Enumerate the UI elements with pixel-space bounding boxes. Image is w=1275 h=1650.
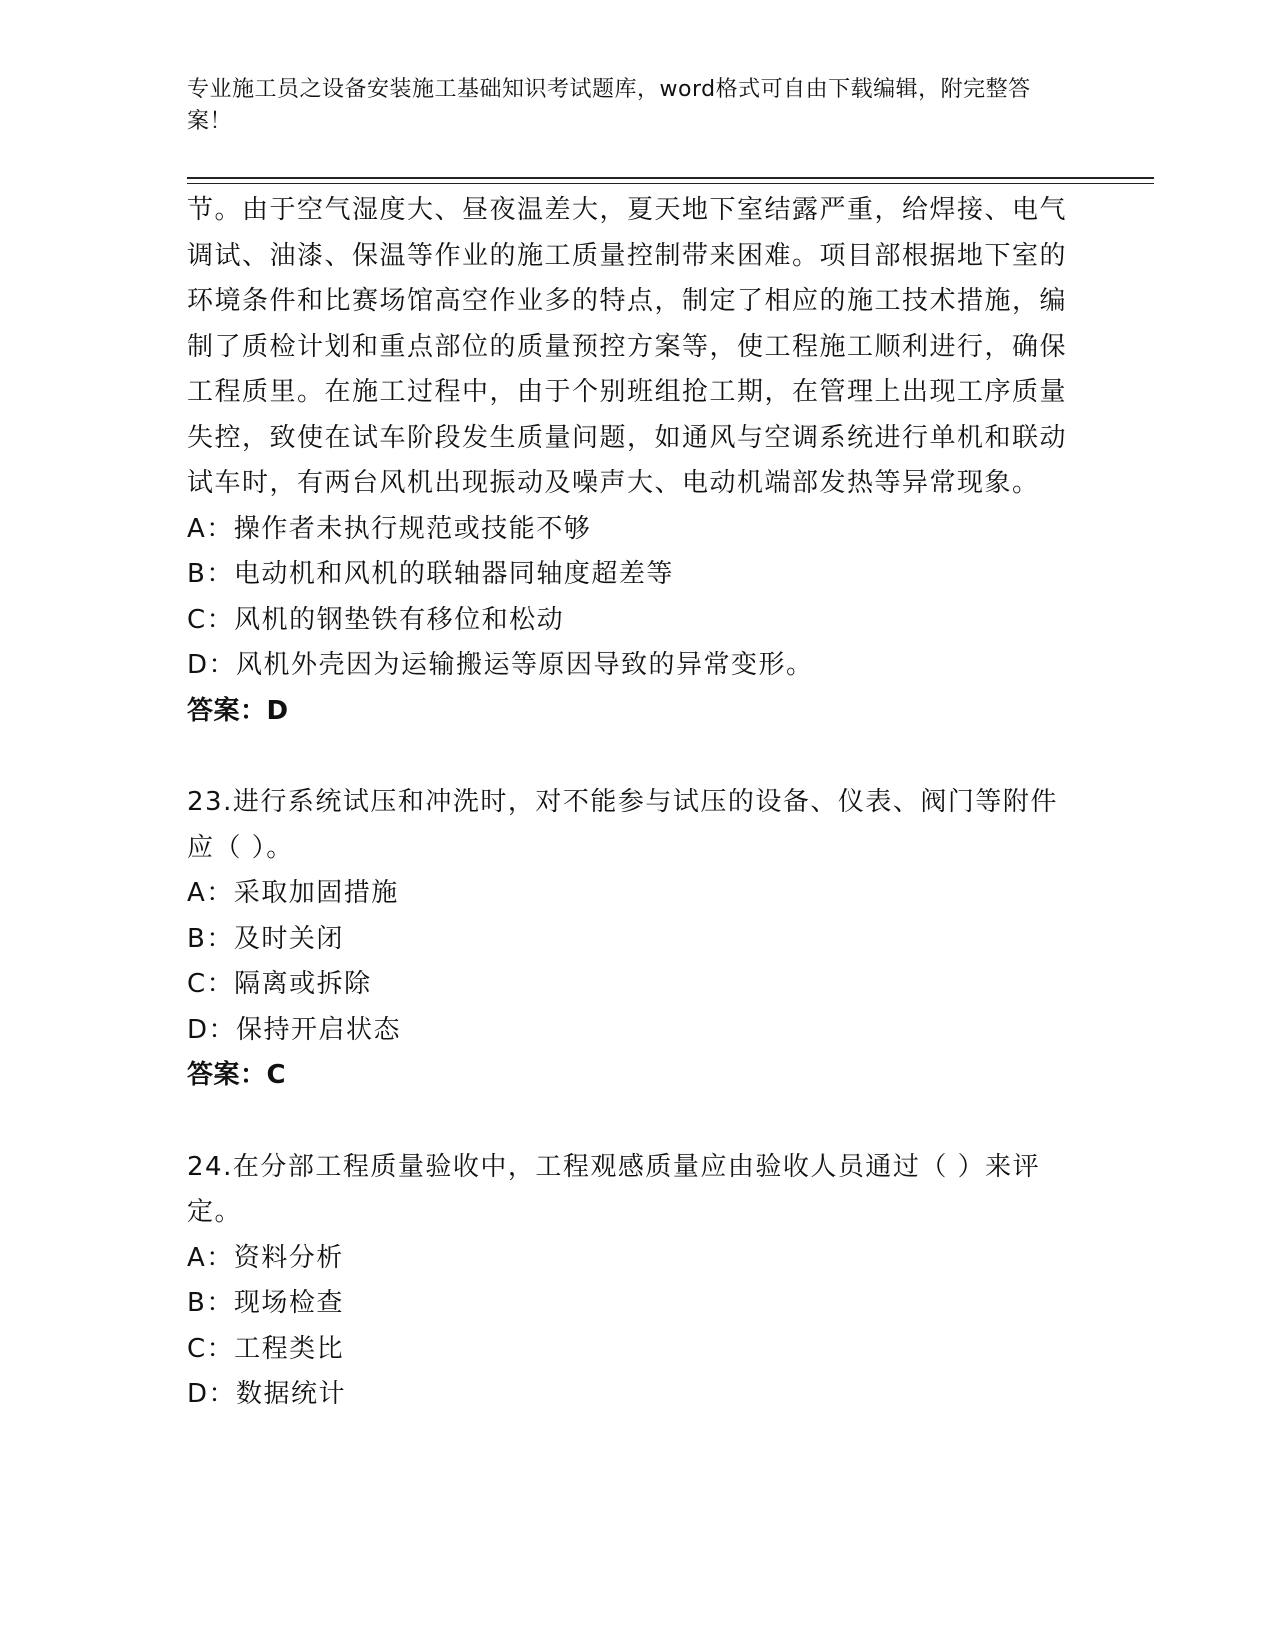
question-24 xyxy=(187,1145,1067,1418)
answer-label: 答案：C xyxy=(187,1060,287,1090)
answer-label: 答案：D xyxy=(187,695,289,726)
question-stem: 23.进行系统试压和冲洗时，对不能参与试压的设备、仪表、阀门等附件应（ ）。 xyxy=(187,787,1058,863)
option-a: A：采取加固措施 xyxy=(187,878,399,908)
question-22 xyxy=(187,188,1067,734)
option-d: D：数据统计 xyxy=(187,1379,347,1409)
header-divider-thick xyxy=(187,177,1154,179)
header-divider-thin xyxy=(187,183,1154,184)
question-23 xyxy=(187,780,1067,1099)
option-a: A：操作者未执行规范或技能不够 xyxy=(187,513,592,544)
option-c: C：风机的钢垫铁有移位和松动 xyxy=(187,604,565,635)
document-header: 专业施工员之设备安装施工基础知识考试题库，word格式可自由下载编辑，附完整答案！ xyxy=(187,77,1031,134)
question-stem: 节。由于空气湿度大、昼夜温差大，夏天地下室结露严重，给焊接、电气调试、油漆、保温等作业的施工质量控制带来困难。项目部根据地下室的环境条件和比赛场馆高空作业多的特点，制定了相应的施工技术措施，编制了质检计划和重点部位的质量预控方案等，使工程施工顺利进行，确保工程质里。在施工过程中，由于个别班组抢工期，在管理上出现工序质量失控，致使在试车阶段发生质量问题，如通风与空调系统进行单机和联动试车时，有两台风机出现振动及噪声大、电动机端部发热等异常现象。 xyxy=(187,195,1068,498)
option-b: B：现场检查 xyxy=(187,1288,344,1318)
option-a: A：资料分析 xyxy=(187,1242,344,1273)
option-c: C：工程类比 xyxy=(187,1333,345,1364)
option-b: B：电动机和风机的联轴器同轴度超差等 xyxy=(187,559,674,589)
option-c: C：隔离或拆除 xyxy=(187,969,372,999)
document-body xyxy=(187,188,1067,1418)
option-b: B：及时关闭 xyxy=(187,923,344,954)
option-d: D：风机外壳因为运输搬运等原因导致的异常变形。 xyxy=(187,650,814,680)
question-stem: 24.在分部工程质量验收中，工程观感质量应由验收人员通过（ ）来评定。 xyxy=(187,1151,1041,1227)
option-d: D：保持开启状态 xyxy=(187,1014,402,1045)
